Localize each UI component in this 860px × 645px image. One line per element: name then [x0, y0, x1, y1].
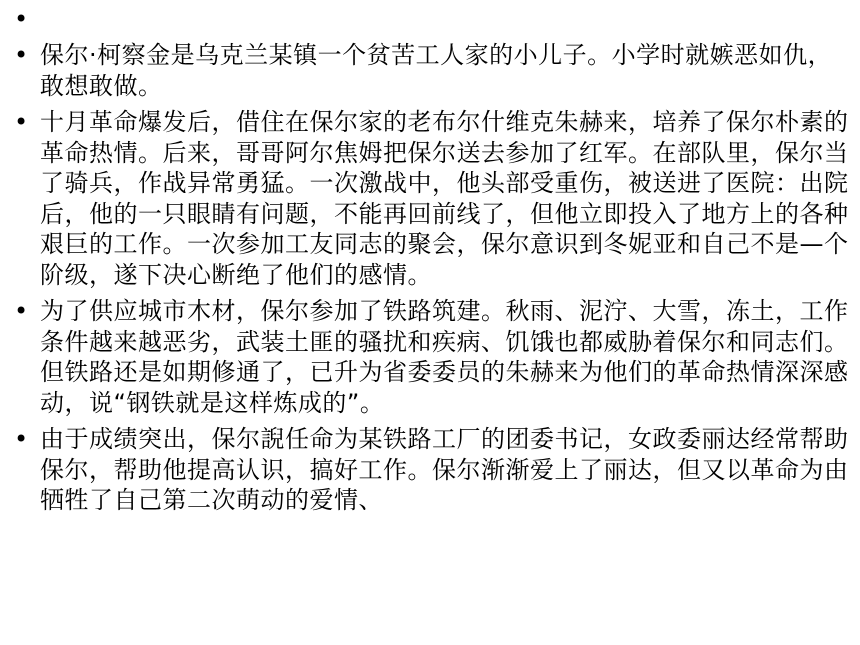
bullet-item-intro [14, 40, 850, 101]
bullet-item-empty [14, 4, 850, 34]
bullet-icon: • [14, 425, 29, 453]
bullet-text: 保尔·柯察金是乌克兰某镇一个贫苦工人家的小儿子。小学时就嫉恶如仇，敢想敢做。 [40, 41, 833, 100]
bullet-item-secretary [14, 424, 850, 516]
bullet-icon: • [14, 297, 29, 325]
bullet-icon: • [14, 5, 29, 33]
bullet-icon: • [14, 108, 29, 136]
bullet-text: 为了供应城市木材，保尔参加了铁路筑建。秋雨、泥泞、大雪，冻土，工作条件越来越恶劣，武装土匪的骚扰和疾病、饥饿也都威胁着保尔和同志们。但铁路还是如期修通了，已升为省委委员的朱赫来为他们的革命热情深深感动，说“钢铁就是这样炼成的”。 [40, 297, 849, 417]
bullet-icon: • [14, 41, 29, 69]
bullet-item-railway [14, 296, 850, 418]
bullet-text: 十月革命爆发后，借住在保尔家的老布尔什维克朱赫来，培养了保尔朴素的革命热情。后来，哥哥阿尔焦姆把保尔送去参加了红军。在部队里，保尔当了骑兵，作战异常勇猛。一次激战中，他头部受重伤，被送进了医院：出院后，他的一只眼睛有问题，不能再回前线了，但他立即投入了地方上的各种艰巨的工作。一次参加工友同志的聚会，保尔意识到冬妮亚和自己不是—个阶级，遂下决心断绝了他们的感情。 [40, 108, 849, 289]
bullet-list [14, 4, 850, 522]
bullet-item-revolution [14, 107, 850, 290]
bullet-text: 由于成绩突出，保尔誽任命为某铁路工厂的团委书记，女政委丽达经常帮助保尔，帮助他提高认识，搞好工作。保尔渐渐爱上了丽达，但又以革命为由牺牲了自己第二次萌动的爱情、 [40, 425, 849, 514]
